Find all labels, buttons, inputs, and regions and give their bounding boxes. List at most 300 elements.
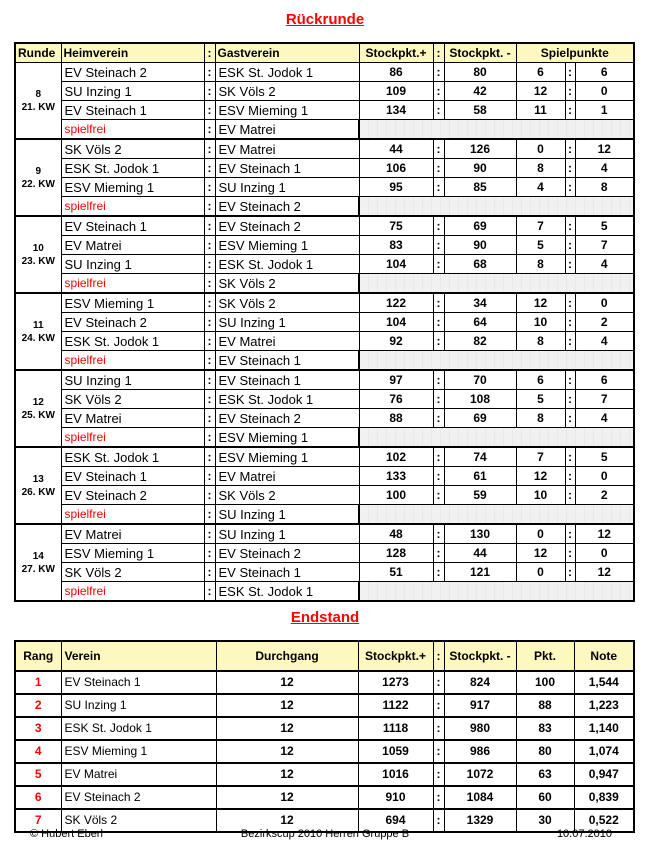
stock-minus: 64 <box>444 313 516 332</box>
match-row <box>15 159 634 178</box>
stock-minus: 85 <box>444 178 516 197</box>
points: 63 <box>516 763 574 786</box>
points-away: 12 <box>575 139 634 159</box>
separator: : <box>565 101 575 120</box>
rueckrunde-table <box>14 42 635 602</box>
header-rang: Rang <box>15 641 61 671</box>
stock-plus: 910 <box>358 786 433 809</box>
durchgang: 12 <box>216 809 358 832</box>
stock-minus: 69 <box>444 216 516 236</box>
match-row <box>15 178 634 197</box>
stock-minus: 44 <box>444 544 516 563</box>
match-row <box>15 409 634 428</box>
separator: : <box>433 524 444 544</box>
away-team: EV Steinach 2 <box>215 409 359 428</box>
stock-minus: 69 <box>444 409 516 428</box>
round-number: 8 <box>35 88 42 100</box>
endstand-title: Endstand <box>290 609 360 626</box>
points-home: 10 <box>516 486 565 505</box>
match-row <box>15 236 634 255</box>
spielfrei-label: spielfrei <box>61 351 204 371</box>
stock-minus: 59 <box>444 486 516 505</box>
separator: : <box>433 82 444 101</box>
points-home: 10 <box>516 313 565 332</box>
spielfrei-label: spielfrei <box>61 582 204 602</box>
home-team: SU Inzing 1 <box>61 82 204 101</box>
home-team: EV Steinach 1 <box>61 101 204 120</box>
points: 80 <box>516 740 574 763</box>
round-label <box>15 139 61 216</box>
empty-shaded-cell <box>359 197 634 217</box>
separator: : <box>204 563 215 582</box>
team-name: SU Inzing 1 <box>61 694 216 717</box>
stock-minus: 1084 <box>444 786 516 809</box>
match-row <box>15 370 634 390</box>
stock-plus: 88 <box>359 409 433 428</box>
header-durchgang: Durchgang <box>216 641 358 671</box>
home-team: EV Steinach 1 <box>61 216 204 236</box>
match-row <box>15 390 634 409</box>
stock-plus: 128 <box>359 544 433 563</box>
stock-plus: 122 <box>359 293 433 313</box>
points-home: 6 <box>516 370 565 390</box>
stock-plus: 1122 <box>358 694 433 717</box>
away-team: ESK St. Jodok 1 <box>215 63 359 82</box>
standings-row <box>15 763 634 786</box>
match-row <box>15 139 634 159</box>
bye-row <box>15 428 634 448</box>
stock-minus: 82 <box>444 332 516 351</box>
separator: : <box>433 447 444 467</box>
spielfrei-label: spielfrei <box>61 505 204 525</box>
separator: : <box>204 505 215 525</box>
away-team: EV Steinach 1 <box>215 370 359 390</box>
separator: : <box>433 101 444 120</box>
separator: : <box>433 694 444 717</box>
standings-row <box>15 717 634 740</box>
separator: : <box>565 216 575 236</box>
separator: : <box>565 390 575 409</box>
stock-minus: 61 <box>444 467 516 486</box>
away-team: EV Steinach 1 <box>215 563 359 582</box>
header-stock-minus: Stockpkt. - <box>444 43 516 63</box>
round-number: 9 <box>35 165 42 177</box>
stock-plus: 1016 <box>358 763 433 786</box>
stock-plus: 97 <box>359 370 433 390</box>
separator: : <box>204 101 215 120</box>
separator: : <box>204 332 215 351</box>
home-team: ESV Mieming 1 <box>61 178 204 197</box>
team-name: SK Völs 2 <box>61 809 216 832</box>
round-number: 14 <box>32 550 44 562</box>
stock-plus: 44 <box>359 139 433 159</box>
separator: : <box>433 216 444 236</box>
stock-plus: 92 <box>359 332 433 351</box>
header-runde: Runde <box>15 43 61 63</box>
points-home: 5 <box>516 390 565 409</box>
match-row <box>15 255 634 274</box>
match-row <box>15 313 634 332</box>
stock-minus: 108 <box>444 390 516 409</box>
header-stock-plus: Stockpkt.+ <box>359 43 433 63</box>
header-sep: : <box>204 43 215 63</box>
stock-minus: 34 <box>444 293 516 313</box>
match-row <box>15 563 634 582</box>
away-team: EV Steinach 2 <box>215 544 359 563</box>
home-team: SK Völs 2 <box>61 390 204 409</box>
durchgang: 12 <box>216 671 358 694</box>
points: 83 <box>516 717 574 740</box>
stock-minus: 1329 <box>444 809 516 832</box>
separator: : <box>433 763 444 786</box>
stock-plus: 102 <box>359 447 433 467</box>
home-team: SK Völs 2 <box>61 139 204 159</box>
header-heimverein: Heimverein <box>61 43 204 63</box>
points-away: 12 <box>575 524 634 544</box>
home-team: EV Matrei <box>61 409 204 428</box>
header-pkt: Pkt. <box>516 641 574 671</box>
stock-minus: 917 <box>444 694 516 717</box>
away-team: EV Matrei <box>215 332 359 351</box>
match-row <box>15 544 634 563</box>
header-note: Note <box>574 641 634 671</box>
separator: : <box>565 544 575 563</box>
stock-plus: 109 <box>359 82 433 101</box>
separator: : <box>565 467 575 486</box>
points-away: 7 <box>575 236 634 255</box>
empty-shaded-cell <box>359 428 634 448</box>
stock-plus: 694 <box>358 809 433 832</box>
points: 100 <box>516 671 574 694</box>
stock-plus: 1059 <box>358 740 433 763</box>
rueckrunde-title: Rückrunde <box>285 11 365 28</box>
separator: : <box>204 582 215 602</box>
note: 1,074 <box>574 740 634 763</box>
away-team: ESK St. Jodok 1 <box>215 255 359 274</box>
stock-plus: 95 <box>359 178 433 197</box>
match-row <box>15 467 634 486</box>
round-number: 12 <box>32 396 44 408</box>
separator: : <box>433 467 444 486</box>
stock-minus: 126 <box>444 139 516 159</box>
endstand-table <box>14 640 635 833</box>
team-name: EV Steinach 1 <box>61 671 216 694</box>
match-row <box>15 216 634 236</box>
points-home: 0 <box>516 524 565 544</box>
round-label <box>15 216 61 293</box>
points-away: 2 <box>575 313 634 332</box>
stock-minus: 80 <box>444 63 516 82</box>
empty-shaded-cell <box>359 120 634 140</box>
points-home: 8 <box>516 332 565 351</box>
standings-row <box>15 740 634 763</box>
spielfrei-label: spielfrei <box>61 197 204 217</box>
stock-minus: 70 <box>444 370 516 390</box>
stock-plus: 83 <box>359 236 433 255</box>
bye-team: SU Inzing 1 <box>215 505 359 525</box>
separator: : <box>433 671 444 694</box>
away-team: EV Steinach 1 <box>215 159 359 178</box>
home-team: ESV Mieming 1 <box>61 544 204 563</box>
separator: : <box>204 197 215 217</box>
stock-plus: 1273 <box>358 671 433 694</box>
separator: : <box>204 236 215 255</box>
bye-row <box>15 351 634 371</box>
points-home: 11 <box>516 101 565 120</box>
round-week: 25. KW <box>21 409 55 421</box>
bye-team: ESK St. Jodok 1 <box>215 582 359 602</box>
stock-plus: 106 <box>359 159 433 178</box>
separator: : <box>433 740 444 763</box>
separator: : <box>204 351 215 371</box>
bye-team: EV Steinach 2 <box>215 197 359 217</box>
away-team: ESV Mieming 1 <box>215 447 359 467</box>
separator: : <box>433 563 444 582</box>
separator: : <box>433 236 444 255</box>
durchgang: 12 <box>216 694 358 717</box>
bye-row <box>15 505 634 525</box>
home-team: ESV Mieming 1 <box>61 293 204 313</box>
team-name: EV Matrei <box>61 763 216 786</box>
stock-minus: 1072 <box>444 763 516 786</box>
points-away: 4 <box>575 159 634 178</box>
round-number: 10 <box>32 242 44 254</box>
header-stock-plus: Stockpkt.+ <box>358 641 433 671</box>
note: 1,223 <box>574 694 634 717</box>
separator: : <box>565 63 575 82</box>
separator: : <box>204 409 215 428</box>
separator: : <box>204 428 215 448</box>
stock-minus: 90 <box>444 159 516 178</box>
home-team: SU Inzing 1 <box>61 370 204 390</box>
separator: : <box>565 82 575 101</box>
rank: 4 <box>15 740 61 763</box>
points-away: 12 <box>575 563 634 582</box>
points-home: 8 <box>516 159 565 178</box>
match-row <box>15 63 634 82</box>
points-home: 7 <box>516 447 565 467</box>
separator: : <box>433 544 444 563</box>
stock-plus: 75 <box>359 216 433 236</box>
stock-plus: 86 <box>359 63 433 82</box>
stock-minus: 90 <box>444 236 516 255</box>
points-away: 4 <box>575 409 634 428</box>
stock-plus: 133 <box>359 467 433 486</box>
home-team: EV Steinach 2 <box>61 63 204 82</box>
stock-plus: 104 <box>359 255 433 274</box>
points-away: 0 <box>575 467 634 486</box>
separator: : <box>204 255 215 274</box>
separator: : <box>204 63 215 82</box>
points-home: 12 <box>516 544 565 563</box>
separator: : <box>204 486 215 505</box>
away-team: SK Völs 2 <box>215 82 359 101</box>
match-row <box>15 101 634 120</box>
points-home: 8 <box>516 409 565 428</box>
stock-minus: 74 <box>444 447 516 467</box>
header-gastverein: Gastverein <box>215 43 359 63</box>
separator: : <box>204 120 215 140</box>
rank: 2 <box>15 694 61 717</box>
empty-shaded-cell <box>359 582 634 602</box>
round-label <box>15 293 61 370</box>
round-label <box>15 524 61 601</box>
separator: : <box>204 390 215 409</box>
bye-row <box>15 197 634 217</box>
separator: : <box>565 486 575 505</box>
separator: : <box>565 178 575 197</box>
away-team: ESV Mieming 1 <box>215 236 359 255</box>
separator: : <box>565 524 575 544</box>
separator: : <box>204 524 215 544</box>
away-team: EV Steinach 2 <box>215 216 359 236</box>
home-team: EV Steinach 1 <box>61 467 204 486</box>
points-home: 5 <box>516 236 565 255</box>
stock-minus: 824 <box>444 671 516 694</box>
stock-minus: 121 <box>444 563 516 582</box>
bye-team: EV Matrei <box>215 120 359 140</box>
bye-row <box>15 120 634 140</box>
durchgang: 12 <box>216 763 358 786</box>
points-away: 5 <box>575 447 634 467</box>
points-away: 4 <box>575 332 634 351</box>
bye-row <box>15 274 634 294</box>
points: 60 <box>516 786 574 809</box>
spielfrei-label: spielfrei <box>61 274 204 294</box>
separator: : <box>565 139 575 159</box>
endstand-header-row <box>15 641 634 671</box>
bye-row <box>15 582 634 602</box>
rank: 6 <box>15 786 61 809</box>
points-away: 7 <box>575 390 634 409</box>
standings-row <box>15 671 634 694</box>
separator: : <box>433 409 444 428</box>
points-home: 6 <box>516 63 565 82</box>
header-spielpunkte: Spielpunkte <box>516 43 634 63</box>
points-home: 0 <box>516 139 565 159</box>
points-away: 6 <box>575 370 634 390</box>
team-name: ESV Mieming 1 <box>61 740 216 763</box>
separator: : <box>433 390 444 409</box>
points-away: 0 <box>575 82 634 101</box>
match-row <box>15 332 634 351</box>
separator: : <box>433 809 444 832</box>
stock-minus: 58 <box>444 101 516 120</box>
round-week: 22. KW <box>21 178 55 190</box>
separator: : <box>204 313 215 332</box>
round-label <box>15 370 61 447</box>
separator: : <box>204 293 215 313</box>
points-away: 2 <box>575 486 634 505</box>
points-home: 12 <box>516 293 565 313</box>
separator: : <box>565 313 575 332</box>
empty-shaded-cell <box>359 274 634 294</box>
standings-row <box>15 786 634 809</box>
note: 0,522 <box>574 809 634 832</box>
standings-row <box>15 694 634 717</box>
round-number: 13 <box>32 473 44 485</box>
stock-plus: 100 <box>359 486 433 505</box>
rank: 5 <box>15 763 61 786</box>
stock-plus: 104 <box>359 313 433 332</box>
points-away: 0 <box>575 293 634 313</box>
empty-shaded-cell <box>359 351 634 371</box>
home-team: SK Völs 2 <box>61 563 204 582</box>
away-team: EV Matrei <box>215 467 359 486</box>
separator: : <box>204 178 215 197</box>
round-week: 23. KW <box>21 255 55 267</box>
home-team: EV Steinach 2 <box>61 486 204 505</box>
points-away: 5 <box>575 216 634 236</box>
separator: : <box>433 332 444 351</box>
stock-plus: 1118 <box>358 717 433 740</box>
separator: : <box>433 293 444 313</box>
separator: : <box>433 178 444 197</box>
separator: : <box>565 409 575 428</box>
points: 30 <box>516 809 574 832</box>
round-week: 21. KW <box>21 101 55 113</box>
header-verein: Verein <box>61 641 216 671</box>
footer-competition: Bezirkscup 2010 Herren Gruppe B <box>240 828 410 840</box>
separator: : <box>204 370 215 390</box>
stock-minus: 980 <box>444 717 516 740</box>
durchgang: 12 <box>216 717 358 740</box>
away-team: SU Inzing 1 <box>215 524 359 544</box>
separator: : <box>565 563 575 582</box>
points-away: 4 <box>575 255 634 274</box>
rank: 3 <box>15 717 61 740</box>
stock-plus: 134 <box>359 101 433 120</box>
rueckrunde-header-row <box>15 43 634 63</box>
separator: : <box>433 486 444 505</box>
stock-minus: 68 <box>444 255 516 274</box>
note: 1,140 <box>574 717 634 740</box>
bye-team: SK Völs 2 <box>215 274 359 294</box>
round-label <box>15 63 61 140</box>
separator: : <box>565 332 575 351</box>
points-home: 7 <box>516 216 565 236</box>
header-stock-minus: Stockpkt. - <box>444 641 516 671</box>
separator: : <box>204 274 215 294</box>
empty-shaded-cell <box>359 505 634 525</box>
round-number: 11 <box>32 319 44 331</box>
away-team: SU Inzing 1 <box>215 313 359 332</box>
away-team: SU Inzing 1 <box>215 178 359 197</box>
separator: : <box>433 717 444 740</box>
away-team: ESK St. Jodok 1 <box>215 390 359 409</box>
points-away: 6 <box>575 63 634 82</box>
note: 1,544 <box>574 671 634 694</box>
match-row <box>15 82 634 101</box>
points-away: 0 <box>575 544 634 563</box>
points-away: 1 <box>575 101 634 120</box>
bye-team: ESV Mieming 1 <box>215 428 359 448</box>
points-away: 8 <box>575 178 634 197</box>
match-row <box>15 524 634 544</box>
footer-date: 10.07.2010 <box>556 828 612 840</box>
rank: 1 <box>15 671 61 694</box>
points-home: 0 <box>516 563 565 582</box>
points-home: 4 <box>516 178 565 197</box>
stock-minus: 42 <box>444 82 516 101</box>
separator: : <box>204 82 215 101</box>
away-team: SK Völs 2 <box>215 486 359 505</box>
header-sep: : <box>433 641 444 671</box>
match-row <box>15 293 634 313</box>
round-week: 27. KW <box>21 563 55 575</box>
points-home: 12 <box>516 467 565 486</box>
match-row <box>15 486 634 505</box>
